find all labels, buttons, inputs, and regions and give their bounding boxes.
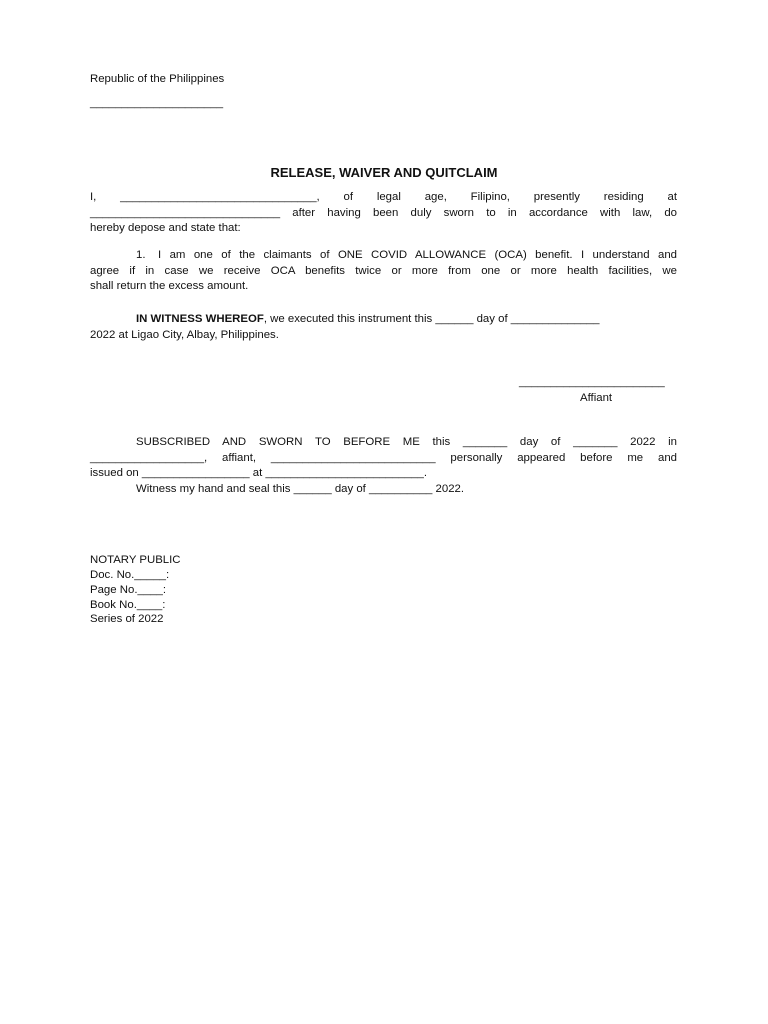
notary-title: NOTARY PUBLIC — [90, 554, 181, 566]
intro-line-3: hereby depose and state that: — [90, 222, 241, 235]
doc-number: Doc. No._____: — [90, 569, 170, 581]
witness-line-1 — [136, 312, 599, 328]
item-1-line-2: agree if in case we receive OCA benefits twice or more from one or more health facilities, we — [90, 264, 677, 277]
witness-line-2: 2022 at Ligao City, Albay, Philippines. — [90, 329, 279, 341]
item-1-line-1-text: I am one of the claimants of ONE COVID ALLOWANCE (OCA) benefit. I understand and — [158, 249, 677, 261]
intro-line-2: ______________________________ after having been duly sworn to in accordance with law, do — [90, 206, 677, 219]
republic-header: Republic of the Philippines — [90, 73, 225, 85]
document-title: RELEASE, WAIVER AND QUITCLAIM — [270, 165, 498, 180]
witness-bold-phrase: IN WITNESS WHEREOF — [136, 313, 264, 325]
book-number: Book No.____: — [90, 599, 166, 611]
jurat-line-2: __________________, affiant, __________________________ personally appeared before me and — [90, 451, 677, 464]
item-1-paragraph — [90, 248, 677, 295]
intro-paragraph — [90, 190, 677, 237]
jurat-line-3: issued on _________________ at _________________________. — [90, 467, 427, 480]
signature-line: _______________________ — [519, 376, 665, 388]
header-blank-line: _____________________ — [90, 97, 224, 109]
series-year: Series of 2022 — [90, 613, 164, 625]
item-1-number: 1. — [136, 249, 146, 261]
jurat-line-4: Witness my hand and seal this ______ day of __________ 2022. — [136, 482, 465, 495]
affiant-label: Affiant — [580, 392, 613, 404]
intro-line-1: I, _______________________________, of legal age, Filipino, presently residing at — [90, 191, 677, 203]
page-number: Page No.____: — [90, 584, 166, 596]
item-1-line-1 — [90, 248, 677, 264]
item-1-line-3: shall return the excess amount. — [90, 280, 249, 293]
jurat-paragraph — [90, 435, 677, 497]
jurat-line-1: SUBSCRIBED AND SWORN TO BEFORE ME this _______ day of _______ 2022 in — [136, 436, 677, 448]
witness-line-1-rest: , we executed this instrument this ______ day of ______________ — [263, 313, 600, 325]
